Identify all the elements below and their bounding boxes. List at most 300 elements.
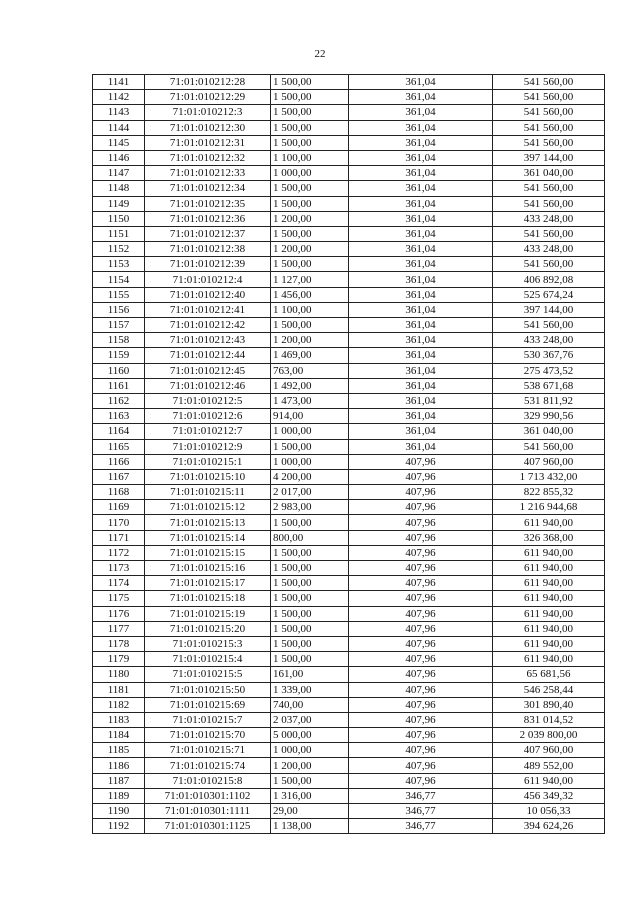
cadastral-number-cell: 71:01:010215:7 [145, 712, 271, 727]
cadastral-value-cell: 611 940,00 [493, 515, 605, 530]
cadastral-value-cell: 397 144,00 [493, 150, 605, 165]
specific-value-cell: 361,04 [349, 181, 493, 196]
table-row [93, 424, 605, 439]
table-row [93, 788, 605, 803]
cadastral-number-cell: 71:01:010212:3 [145, 105, 271, 120]
area-cell: 1 500,00 [271, 439, 349, 454]
row-number-cell: 1186 [93, 758, 145, 773]
specific-value-cell: 407,96 [349, 743, 493, 758]
area-cell: 29,00 [271, 804, 349, 819]
table-row [93, 454, 605, 469]
cadastral-number-cell: 71:01:010212:32 [145, 150, 271, 165]
specific-value-cell: 407,96 [349, 682, 493, 697]
row-number-cell: 1173 [93, 561, 145, 576]
cadastral-number-cell: 71:01:010212:7 [145, 424, 271, 439]
area-cell: 914,00 [271, 409, 349, 424]
area-cell: 1 200,00 [271, 758, 349, 773]
table-row [93, 469, 605, 484]
cadastral-value-cell: 541 560,00 [493, 75, 605, 90]
cadastral-number-cell: 71:01:010215:50 [145, 682, 271, 697]
table-row [93, 302, 605, 317]
specific-value-cell: 407,96 [349, 728, 493, 743]
cadastral-number-cell: 71:01:010215:20 [145, 621, 271, 636]
table-row [93, 439, 605, 454]
specific-value-cell: 361,04 [349, 211, 493, 226]
area-cell: 5 000,00 [271, 728, 349, 743]
table-row [93, 773, 605, 788]
cadastral-value-cell: 301 890,40 [493, 697, 605, 712]
area-cell: 1 500,00 [271, 105, 349, 120]
table-row [93, 500, 605, 515]
row-number-cell: 1149 [93, 196, 145, 211]
cadastral-number-cell: 71:01:010212:43 [145, 333, 271, 348]
area-cell: 1 500,00 [271, 606, 349, 621]
cadastral-value-cell: 433 248,00 [493, 211, 605, 226]
row-number-cell: 1190 [93, 804, 145, 819]
cadastral-number-cell: 71:01:010215:13 [145, 515, 271, 530]
cadastral-number-cell: 71:01:010212:9 [145, 439, 271, 454]
cadastral-value-cell: 65 681,56 [493, 667, 605, 682]
cadastral-number-cell: 71:01:010215:16 [145, 561, 271, 576]
specific-value-cell: 407,96 [349, 667, 493, 682]
row-number-cell: 1156 [93, 302, 145, 317]
row-number-cell: 1147 [93, 166, 145, 181]
specific-value-cell: 361,04 [349, 257, 493, 272]
cadastral-value-cell: 525 674,24 [493, 287, 605, 302]
cadastral-value-cell: 611 940,00 [493, 545, 605, 560]
row-number-cell: 1145 [93, 135, 145, 150]
cadastral-number-cell: 71:01:010212:5 [145, 393, 271, 408]
specific-value-cell: 407,96 [349, 636, 493, 651]
cadastral-number-cell: 71:01:010212:44 [145, 348, 271, 363]
cadastral-value-cell: 541 560,00 [493, 439, 605, 454]
cadastral-value-cell: 541 560,00 [493, 257, 605, 272]
area-cell: 1 100,00 [271, 150, 349, 165]
cadastral-number-cell: 71:01:010215:71 [145, 743, 271, 758]
table-row [93, 819, 605, 834]
row-number-cell: 1170 [93, 515, 145, 530]
cadastral-value-cell: 541 560,00 [493, 226, 605, 241]
row-number-cell: 1180 [93, 667, 145, 682]
area-cell: 800,00 [271, 530, 349, 545]
cadastral-number-cell: 71:01:010215:17 [145, 576, 271, 591]
cadastral-value-cell: 611 940,00 [493, 652, 605, 667]
cadastral-number-cell: 71:01:010212:46 [145, 378, 271, 393]
table-row [93, 287, 605, 302]
specific-value-cell: 361,04 [349, 318, 493, 333]
cadastral-number-cell: 71:01:010212:34 [145, 181, 271, 196]
cadastral-number-cell: 71:01:010301:1102 [145, 788, 271, 803]
specific-value-cell: 407,96 [349, 652, 493, 667]
cadastral-number-cell: 71:01:010212:33 [145, 166, 271, 181]
row-number-cell: 1192 [93, 819, 145, 834]
specific-value-cell: 346,77 [349, 819, 493, 834]
specific-value-cell: 361,04 [349, 333, 493, 348]
area-cell: 1 000,00 [271, 424, 349, 439]
specific-value-cell: 407,96 [349, 621, 493, 636]
area-cell: 740,00 [271, 697, 349, 712]
row-number-cell: 1175 [93, 591, 145, 606]
table-row [93, 242, 605, 257]
table-row [93, 667, 605, 682]
row-number-cell: 1185 [93, 743, 145, 758]
specific-value-cell: 346,77 [349, 788, 493, 803]
cadastral-value-cell: 611 940,00 [493, 561, 605, 576]
specific-value-cell: 407,96 [349, 758, 493, 773]
cadastral-number-cell: 71:01:010212:28 [145, 75, 271, 90]
cadastral-number-cell: 71:01:010215:74 [145, 758, 271, 773]
row-number-cell: 1157 [93, 318, 145, 333]
area-cell: 1 127,00 [271, 272, 349, 287]
table-row [93, 363, 605, 378]
specific-value-cell: 361,04 [349, 424, 493, 439]
row-number-cell: 1144 [93, 120, 145, 135]
area-cell: 1 339,00 [271, 682, 349, 697]
cadastral-number-cell: 71:01:010212:38 [145, 242, 271, 257]
cadastral-value-cell: 611 940,00 [493, 576, 605, 591]
area-cell: 2 037,00 [271, 712, 349, 727]
table-row [93, 530, 605, 545]
cadastral-number-cell: 71:01:010215:18 [145, 591, 271, 606]
area-cell: 1 200,00 [271, 211, 349, 226]
specific-value-cell: 361,04 [349, 363, 493, 378]
cadastral-number-cell: 71:01:010215:8 [145, 773, 271, 788]
cadastral-value-cell: 10 056,33 [493, 804, 605, 819]
area-cell: 1 500,00 [271, 196, 349, 211]
table-row [93, 318, 605, 333]
row-number-cell: 1187 [93, 773, 145, 788]
cadastral-number-cell: 71:01:010212:35 [145, 196, 271, 211]
area-cell: 1 492,00 [271, 378, 349, 393]
table-row [93, 348, 605, 363]
area-cell: 1 500,00 [271, 90, 349, 105]
table-row [93, 105, 605, 120]
table-row [93, 120, 605, 135]
specific-value-cell: 361,04 [349, 393, 493, 408]
specific-value-cell: 407,96 [349, 454, 493, 469]
table-row [93, 515, 605, 530]
cadastral-value-cell: 397 144,00 [493, 302, 605, 317]
cadastral-value-cell: 611 940,00 [493, 636, 605, 651]
row-number-cell: 1167 [93, 469, 145, 484]
cadastral-value-cell: 2 039 800,00 [493, 728, 605, 743]
area-cell: 1 000,00 [271, 743, 349, 758]
area-cell: 1 500,00 [271, 135, 349, 150]
specific-value-cell: 361,04 [349, 105, 493, 120]
table-row [93, 333, 605, 348]
table-row [93, 682, 605, 697]
table-row [93, 485, 605, 500]
row-number-cell: 1151 [93, 226, 145, 241]
table-row [93, 652, 605, 667]
specific-value-cell: 361,04 [349, 348, 493, 363]
specific-value-cell: 361,04 [349, 150, 493, 165]
table-row [93, 257, 605, 272]
area-cell: 4 200,00 [271, 469, 349, 484]
area-cell: 1 500,00 [271, 75, 349, 90]
cadastral-number-cell: 71:01:010212:30 [145, 120, 271, 135]
cadastral-value-cell: 433 248,00 [493, 242, 605, 257]
table-row [93, 226, 605, 241]
specific-value-cell: 361,04 [349, 439, 493, 454]
table-row [93, 196, 605, 211]
cadastral-number-cell: 71:01:010215:70 [145, 728, 271, 743]
cadastral-value-cell: 1 216 944,68 [493, 500, 605, 515]
row-number-cell: 1182 [93, 697, 145, 712]
row-number-cell: 1146 [93, 150, 145, 165]
table-row [93, 758, 605, 773]
cadastral-value-cell: 361 040,00 [493, 424, 605, 439]
row-number-cell: 1165 [93, 439, 145, 454]
table-row [93, 804, 605, 819]
area-cell: 1 500,00 [271, 576, 349, 591]
cadastral-value-cell: 541 560,00 [493, 90, 605, 105]
cadastral-value-cell: 611 940,00 [493, 621, 605, 636]
row-number-cell: 1150 [93, 211, 145, 226]
cadastral-value-table [92, 74, 605, 834]
cadastral-value-cell: 530 367,76 [493, 348, 605, 363]
cadastral-value-cell: 822 855,32 [493, 485, 605, 500]
page-number: 22 [314, 48, 326, 60]
specific-value-cell: 361,04 [349, 242, 493, 257]
cadastral-value-cell: 546 258,44 [493, 682, 605, 697]
cadastral-number-cell: 71:01:010215:69 [145, 697, 271, 712]
cadastral-number-cell: 71:01:010212:40 [145, 287, 271, 302]
cadastral-number-cell: 71:01:010215:1 [145, 454, 271, 469]
row-number-cell: 1176 [93, 606, 145, 621]
row-number-cell: 1153 [93, 257, 145, 272]
cadastral-number-cell: 71:01:010215:4 [145, 652, 271, 667]
row-number-cell: 1141 [93, 75, 145, 90]
cadastral-number-cell: 71:01:010212:29 [145, 90, 271, 105]
area-cell: 1 500,00 [271, 120, 349, 135]
cadastral-number-cell: 71:01:010212:36 [145, 211, 271, 226]
row-number-cell: 1166 [93, 454, 145, 469]
table-row [93, 90, 605, 105]
cadastral-value-cell: 538 671,68 [493, 378, 605, 393]
table-row [93, 743, 605, 758]
area-cell: 1 138,00 [271, 819, 349, 834]
cadastral-number-cell: 71:01:010212:6 [145, 409, 271, 424]
table-row [93, 712, 605, 727]
row-number-cell: 1171 [93, 530, 145, 545]
specific-value-cell: 361,04 [349, 226, 493, 241]
row-number-cell: 1181 [93, 682, 145, 697]
row-number-cell: 1148 [93, 181, 145, 196]
area-cell: 1 500,00 [271, 636, 349, 651]
cadastral-value-cell: 407 960,00 [493, 743, 605, 758]
area-cell: 1 500,00 [271, 591, 349, 606]
area-cell: 1 500,00 [271, 257, 349, 272]
cadastral-value-cell: 275 473,52 [493, 363, 605, 378]
row-number-cell: 1183 [93, 712, 145, 727]
specific-value-cell: 407,96 [349, 606, 493, 621]
cadastral-number-cell: 71:01:010212:39 [145, 257, 271, 272]
specific-value-cell: 407,96 [349, 530, 493, 545]
row-number-cell: 1160 [93, 363, 145, 378]
row-number-cell: 1179 [93, 652, 145, 667]
row-number-cell: 1164 [93, 424, 145, 439]
row-number-cell: 1168 [93, 485, 145, 500]
cadastral-number-cell: 71:01:010215:12 [145, 500, 271, 515]
cadastral-number-cell: 71:01:010212:37 [145, 226, 271, 241]
specific-value-cell: 346,77 [349, 804, 493, 819]
cadastral-value-cell: 406 892,08 [493, 272, 605, 287]
cadastral-value-cell: 541 560,00 [493, 120, 605, 135]
specific-value-cell: 407,96 [349, 515, 493, 530]
row-number-cell: 1184 [93, 728, 145, 743]
table-row [93, 378, 605, 393]
table-row [93, 166, 605, 181]
specific-value-cell: 407,96 [349, 576, 493, 591]
specific-value-cell: 407,96 [349, 591, 493, 606]
area-cell: 1 500,00 [271, 561, 349, 576]
cadastral-value-cell: 541 560,00 [493, 318, 605, 333]
table-row [93, 621, 605, 636]
area-cell: 1 500,00 [271, 773, 349, 788]
table-row [93, 393, 605, 408]
area-cell: 1 000,00 [271, 166, 349, 181]
specific-value-cell: 361,04 [349, 90, 493, 105]
area-cell: 1 000,00 [271, 454, 349, 469]
area-cell: 1 500,00 [271, 318, 349, 333]
cadastral-number-cell: 71:01:010301:1111 [145, 804, 271, 819]
cadastral-value-cell: 456 349,32 [493, 788, 605, 803]
specific-value-cell: 361,04 [349, 302, 493, 317]
cadastral-value-cell: 831 014,52 [493, 712, 605, 727]
cadastral-number-cell: 71:01:010215:11 [145, 485, 271, 500]
row-number-cell: 1142 [93, 90, 145, 105]
specific-value-cell: 361,04 [349, 287, 493, 302]
table-row [93, 636, 605, 651]
cadastral-value-cell: 541 560,00 [493, 196, 605, 211]
cadastral-number-cell: 71:01:010215:19 [145, 606, 271, 621]
cadastral-value-cell: 489 552,00 [493, 758, 605, 773]
table-row [93, 545, 605, 560]
cadastral-number-cell: 71:01:010212:45 [145, 363, 271, 378]
row-number-cell: 1178 [93, 636, 145, 651]
cadastral-number-cell: 71:01:010301:1125 [145, 819, 271, 834]
cadastral-value-cell: 611 940,00 [493, 606, 605, 621]
cadastral-value-cell: 541 560,00 [493, 105, 605, 120]
row-number-cell: 1154 [93, 272, 145, 287]
cadastral-value-cell: 326 368,00 [493, 530, 605, 545]
area-cell: 763,00 [271, 363, 349, 378]
row-number-cell: 1163 [93, 409, 145, 424]
cadastral-number-cell: 71:01:010215:15 [145, 545, 271, 560]
row-number-cell: 1169 [93, 500, 145, 515]
cadastral-number-cell: 71:01:010215:3 [145, 636, 271, 651]
area-cell: 1 316,00 [271, 788, 349, 803]
specific-value-cell: 361,04 [349, 135, 493, 150]
cadastral-value-cell: 394 624,26 [493, 819, 605, 834]
table-row [93, 606, 605, 621]
table-row [93, 272, 605, 287]
specific-value-cell: 407,96 [349, 500, 493, 515]
table-row [93, 211, 605, 226]
specific-value-cell: 407,96 [349, 697, 493, 712]
area-cell: 2 983,00 [271, 500, 349, 515]
specific-value-cell: 361,04 [349, 75, 493, 90]
specific-value-cell: 407,96 [349, 773, 493, 788]
cadastral-number-cell: 71:01:010215:14 [145, 530, 271, 545]
area-cell: 1 473,00 [271, 393, 349, 408]
cadastral-number-cell: 71:01:010215:10 [145, 469, 271, 484]
area-cell: 1 200,00 [271, 333, 349, 348]
area-cell: 1 456,00 [271, 287, 349, 302]
row-number-cell: 1174 [93, 576, 145, 591]
table-row [93, 409, 605, 424]
cadastral-value-cell: 531 811,92 [493, 393, 605, 408]
table-row [93, 697, 605, 712]
area-cell: 1 500,00 [271, 652, 349, 667]
cadastral-value-cell: 361 040,00 [493, 166, 605, 181]
area-cell: 1 100,00 [271, 302, 349, 317]
table-row [93, 135, 605, 150]
cadastral-value-cell: 329 990,56 [493, 409, 605, 424]
area-cell: 1 500,00 [271, 545, 349, 560]
row-number-cell: 1159 [93, 348, 145, 363]
specific-value-cell: 361,04 [349, 409, 493, 424]
cadastral-value-cell: 433 248,00 [493, 333, 605, 348]
cadastral-number-cell: 71:01:010212:4 [145, 272, 271, 287]
area-cell: 1 500,00 [271, 621, 349, 636]
table-row [93, 150, 605, 165]
cadastral-number-cell: 71:01:010212:41 [145, 302, 271, 317]
row-number-cell: 1155 [93, 287, 145, 302]
specific-value-cell: 361,04 [349, 272, 493, 287]
table-row [93, 561, 605, 576]
row-number-cell: 1158 [93, 333, 145, 348]
area-cell: 1 200,00 [271, 242, 349, 257]
area-cell: 2 017,00 [271, 485, 349, 500]
cadastral-value-cell: 1 713 432,00 [493, 469, 605, 484]
specific-value-cell: 361,04 [349, 120, 493, 135]
table-row [93, 75, 605, 90]
specific-value-cell: 361,04 [349, 166, 493, 181]
row-number-cell: 1162 [93, 393, 145, 408]
table-row [93, 181, 605, 196]
area-cell: 1 500,00 [271, 226, 349, 241]
cadastral-value-cell: 541 560,00 [493, 135, 605, 150]
specific-value-cell: 361,04 [349, 196, 493, 211]
row-number-cell: 1189 [93, 788, 145, 803]
row-number-cell: 1177 [93, 621, 145, 636]
row-number-cell: 1152 [93, 242, 145, 257]
cadastral-number-cell: 71:01:010215:5 [145, 667, 271, 682]
table-row [93, 591, 605, 606]
row-number-cell: 1172 [93, 545, 145, 560]
specific-value-cell: 407,96 [349, 561, 493, 576]
specific-value-cell: 361,04 [349, 378, 493, 393]
cadastral-value-cell: 611 940,00 [493, 591, 605, 606]
table-row [93, 728, 605, 743]
cadastral-value-cell: 611 940,00 [493, 773, 605, 788]
cadastral-number-cell: 71:01:010212:31 [145, 135, 271, 150]
table-row [93, 576, 605, 591]
specific-value-cell: 407,96 [349, 545, 493, 560]
area-cell: 1 500,00 [271, 181, 349, 196]
cadastral-number-cell: 71:01:010212:42 [145, 318, 271, 333]
cadastral-value-cell: 407 960,00 [493, 454, 605, 469]
area-cell: 1 469,00 [271, 348, 349, 363]
cadastral-value-cell: 541 560,00 [493, 181, 605, 196]
row-number-cell: 1161 [93, 378, 145, 393]
row-number-cell: 1143 [93, 105, 145, 120]
area-cell: 161,00 [271, 667, 349, 682]
specific-value-cell: 407,96 [349, 485, 493, 500]
specific-value-cell: 407,96 [349, 712, 493, 727]
